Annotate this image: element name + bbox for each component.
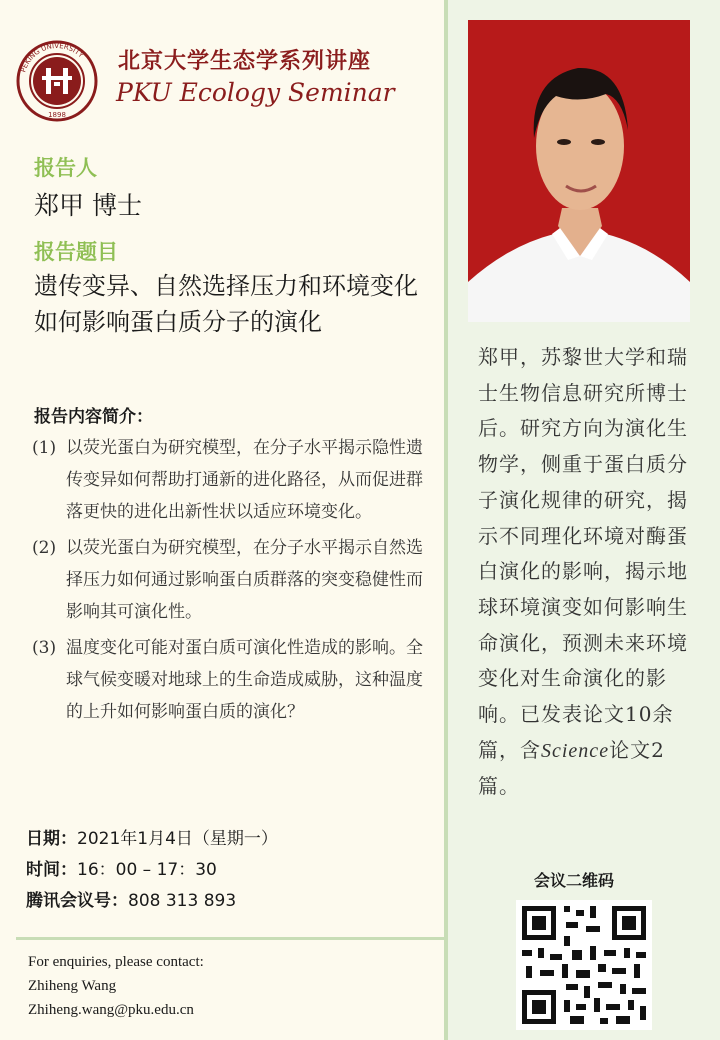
item-number: (3) [32, 638, 57, 658]
list-item [32, 632, 432, 728]
svg-text:1898: 1898 [48, 111, 66, 119]
pku-logo [16, 40, 98, 122]
divider-horizontal [16, 937, 444, 940]
seminar-title-en: PKU Ecology Seminar [116, 78, 395, 107]
meeting-row [26, 886, 236, 911]
time-label: 时间： [26, 860, 77, 880]
contact-intro: For enquiries, please contact: [28, 954, 204, 970]
item-number: (2) [32, 538, 57, 558]
date-value: 2021年1月4日（星期一） [77, 829, 278, 849]
intro-list [32, 432, 432, 732]
qr-label: 会议二维码 [534, 871, 615, 890]
bio-text-end: 论文2篇。 [478, 737, 665, 799]
contact-name: Zhiheng Wang [28, 978, 117, 994]
bio-journal: Science [541, 739, 610, 762]
item-number: (1) [32, 438, 57, 458]
svg-text:PEKING UNIVERSITY: PEKING UNIVERSITY [19, 41, 85, 74]
speaker-bio [478, 340, 698, 805]
speaker-photo [468, 20, 690, 322]
item-text: 以荧光蛋白为研究模型，在分子水平揭示自然选择压力如何通过影响蛋白质群落的突变稳健性而影响其可演化性。 [66, 538, 423, 622]
time-row [26, 855, 217, 880]
item-text: 温度变化可能对蛋白质可演化性造成的影响。全球气候变暖对地球上的生命造成威胁，这种温度的上升如何影响蛋白质的演化？ [66, 638, 423, 722]
seminar-title-cn: 北京大学生态学系列讲座 [118, 48, 372, 74]
bio-text: 郑甲，苏黎世大学和瑞士生物信息研究所博士后。研究方向为演化生物学，侧重于蛋白质分子演化规律的研究，揭示不同理化环境对酶蛋白演化的影响，揭示地球环境演变如何影响生命演化，预测未来环境变化对生命演化的影响。已发表论文10余篇，含 [478, 345, 688, 762]
intro-heading: 报告内容简介： [34, 407, 153, 427]
meeting-id[interactable]: 808 313 893 [128, 891, 237, 911]
meeting-label: 腾讯会议号： [26, 891, 128, 911]
speaker-name: 郑甲 博士 [34, 191, 142, 220]
list-item [32, 432, 432, 528]
talk-title-label: 报告题目 [34, 239, 118, 264]
date-row [26, 824, 278, 849]
time-value: 16：00 – 17：30 [77, 860, 217, 880]
divider-vertical [444, 0, 448, 1040]
speaker-label: 报告人 [34, 155, 97, 180]
list-item [32, 532, 432, 628]
contact-email[interactable]: Zhiheng.wang@pku.edu.cn [28, 1002, 194, 1018]
item-text: 以荧光蛋白为研究模型，在分子水平揭示隐性遗传变异如何帮助打通新的进化路径，从而促进群落更快的进化出新性状以适应环境变化。 [66, 438, 423, 522]
talk-title: 遗传变异、自然选择压力和环境变化如何影响蛋白质分子的演化 [34, 272, 418, 336]
date-label: 日期： [26, 829, 77, 849]
meeting-qr-code[interactable] [516, 900, 652, 1030]
